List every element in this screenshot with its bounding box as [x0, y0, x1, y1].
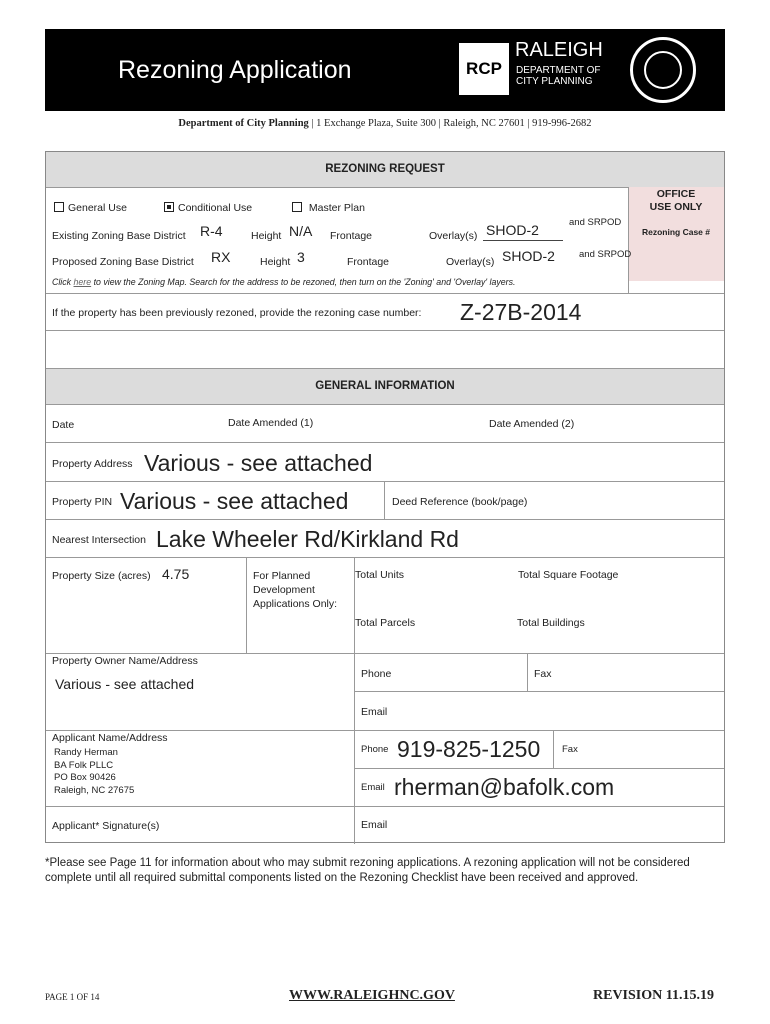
general-use-option[interactable]	[54, 202, 127, 214]
proposed-srpod: and SRPOD	[579, 249, 632, 260]
applicant-line: Raleigh, NC 27675	[54, 784, 135, 796]
department-name: Department of City Planning	[178, 118, 309, 129]
applicant-line: BA Folk PLLC	[54, 759, 114, 771]
property-pin-label: Property PIN	[52, 496, 113, 508]
application-form	[45, 151, 725, 843]
general-use-label: General Use	[68, 202, 127, 214]
intersection-value[interactable]: Lake Wheeler Rd/Kirkland Rd	[156, 526, 459, 552]
website-link[interactable]: WWW.RALEIGHNC.GOV	[289, 988, 455, 1003]
applicant-line: PO Box 90426	[54, 772, 116, 783]
date-amended-2-label: Date Amended (2)	[489, 418, 575, 430]
proposed-zoning-value[interactable]: RX	[211, 249, 231, 265]
office-use-only	[628, 187, 724, 281]
page-title: Rezoning Application	[118, 56, 352, 84]
property-size-value[interactable]: 4.75	[162, 566, 190, 582]
property-address-value[interactable]: Various - see attached	[144, 450, 373, 476]
applicant-email-value[interactable]: rherman@bafolk.com	[394, 774, 615, 800]
applicant-email-label: Email	[361, 782, 385, 793]
existing-frontage-label: Frontage	[330, 230, 373, 242]
existing-height-label: Height	[251, 230, 282, 242]
rcp-logo: RCP	[459, 43, 509, 95]
owner-label: Property Owner Name/Address	[52, 655, 198, 667]
office-label-1: OFFICE	[656, 188, 696, 200]
property-size-label: Property Size (acres)	[52, 570, 151, 582]
proposed-height-label: Height	[260, 256, 291, 268]
master-plan-option[interactable]	[292, 202, 365, 214]
conditional-use-option[interactable]	[164, 202, 252, 214]
signature-label: Applicant* Signature(s)	[52, 820, 160, 832]
existing-srpod: and SRPOD	[569, 217, 622, 228]
existing-overlay-label: Overlay(s)	[429, 230, 478, 242]
existing-overlay-value[interactable]: SHOD-2	[486, 222, 539, 238]
page-number: PAGE 1 OF 14	[45, 992, 100, 1002]
instruction-prefix: Click	[52, 277, 74, 287]
intersection-label: Nearest Intersection	[52, 534, 146, 546]
instruction-suffix: to view the Zoning Map. Search for the address to be rezoned, then turn on the 'Zoning' and 'Overlay' layers.	[91, 277, 516, 287]
zoning-map-link[interactable]: here	[73, 277, 92, 287]
property-address-label: Property Address	[52, 458, 133, 470]
property-pin-value[interactable]: Various - see attached	[120, 488, 349, 514]
header-banner	[45, 29, 725, 111]
previous-rezoning-label: If the property has been previously rezoned, provide the rezoning case number:	[52, 307, 422, 319]
owner-value[interactable]: Various - see attached	[55, 676, 195, 692]
applicant-phone-label: Phone	[361, 744, 389, 755]
existing-zoning-label: Existing Zoning Base District	[52, 230, 186, 242]
applicant-phone-value[interactable]: 919-825-1250	[397, 736, 541, 762]
proposed-overlay-value[interactable]: SHOD-2	[502, 248, 555, 264]
submission-note: *Please see Page 11 for information about who may submit rezoning applications. A rezoning application will not be considered complete until all required submittal components listed on the Rezoning Checklist have been received and approved.	[45, 857, 690, 884]
city-seal-icon	[630, 37, 696, 103]
deed-reference-label: Deed Reference (book/page)	[392, 496, 528, 508]
logo-dept-line-1: DEPARTMENT OF	[516, 65, 601, 76]
department-address: | 1 Exchange Plaza, Suite 300 | Raleigh, NC 27601 | 919-996-2682	[308, 118, 592, 129]
applicant-label: Applicant Name/Address	[52, 732, 168, 744]
applicant-fax-label: Fax	[562, 744, 578, 755]
proposed-zoning-label: Proposed Zoning Base District	[52, 256, 194, 268]
logo-name: RALEIGH	[515, 39, 603, 61]
checkbox-icon[interactable]	[292, 202, 302, 212]
checkbox-icon[interactable]	[54, 202, 64, 212]
general-info-header: GENERAL INFORMATION	[46, 369, 724, 404]
conditional-use-label: Conditional Use	[178, 202, 253, 214]
total-units-label: Total Units	[355, 569, 405, 581]
pd-line-1: For Planned	[253, 570, 311, 582]
total-buildings-label: Total Buildings	[517, 617, 585, 629]
owner-email-label: Email	[361, 706, 388, 718]
proposed-frontage-label: Frontage	[347, 256, 390, 268]
pd-line-2: Development	[253, 584, 315, 596]
previous-rezoning-value[interactable]: Z-27B-2014	[460, 299, 582, 325]
logo-dept-line-2: CITY PLANNING	[516, 76, 593, 87]
rezoning-request-header: REZONING REQUEST	[46, 152, 724, 187]
zoning-map-instruction	[52, 276, 515, 288]
date-label: Date	[52, 419, 75, 431]
proposed-overlay-label: Overlay(s)	[446, 256, 495, 268]
planned-development-note	[253, 569, 337, 611]
existing-zoning-value[interactable]: R-4	[200, 223, 223, 239]
date-amended-1-label: Date Amended (1)	[228, 417, 314, 429]
pd-line-3: Applications Only:	[253, 598, 338, 610]
department-contact	[0, 118, 770, 129]
master-plan-label: Master Plan	[308, 202, 365, 214]
total-parcels-label: Total Parcels	[355, 617, 416, 629]
total-sqft-label: Total Square Footage	[518, 569, 619, 581]
signature-email-label: Email	[361, 819, 388, 831]
proposed-height-value[interactable]: 3	[297, 249, 305, 265]
applicant-line: Randy Herman	[54, 747, 118, 758]
owner-fax-label: Fax	[534, 668, 552, 680]
revision-label: REVISION 11.15.19	[593, 988, 714, 1003]
owner-phone-label: Phone	[361, 668, 392, 680]
checkbox-checked-icon[interactable]	[164, 202, 174, 212]
existing-height-value[interactable]: N/A	[289, 223, 313, 239]
applicant-address-block[interactable]	[54, 747, 134, 797]
office-label-2: USE ONLY	[649, 201, 703, 213]
logo-dept	[516, 65, 600, 87]
rezoning-case-label: Rezoning Case #	[641, 227, 711, 237]
